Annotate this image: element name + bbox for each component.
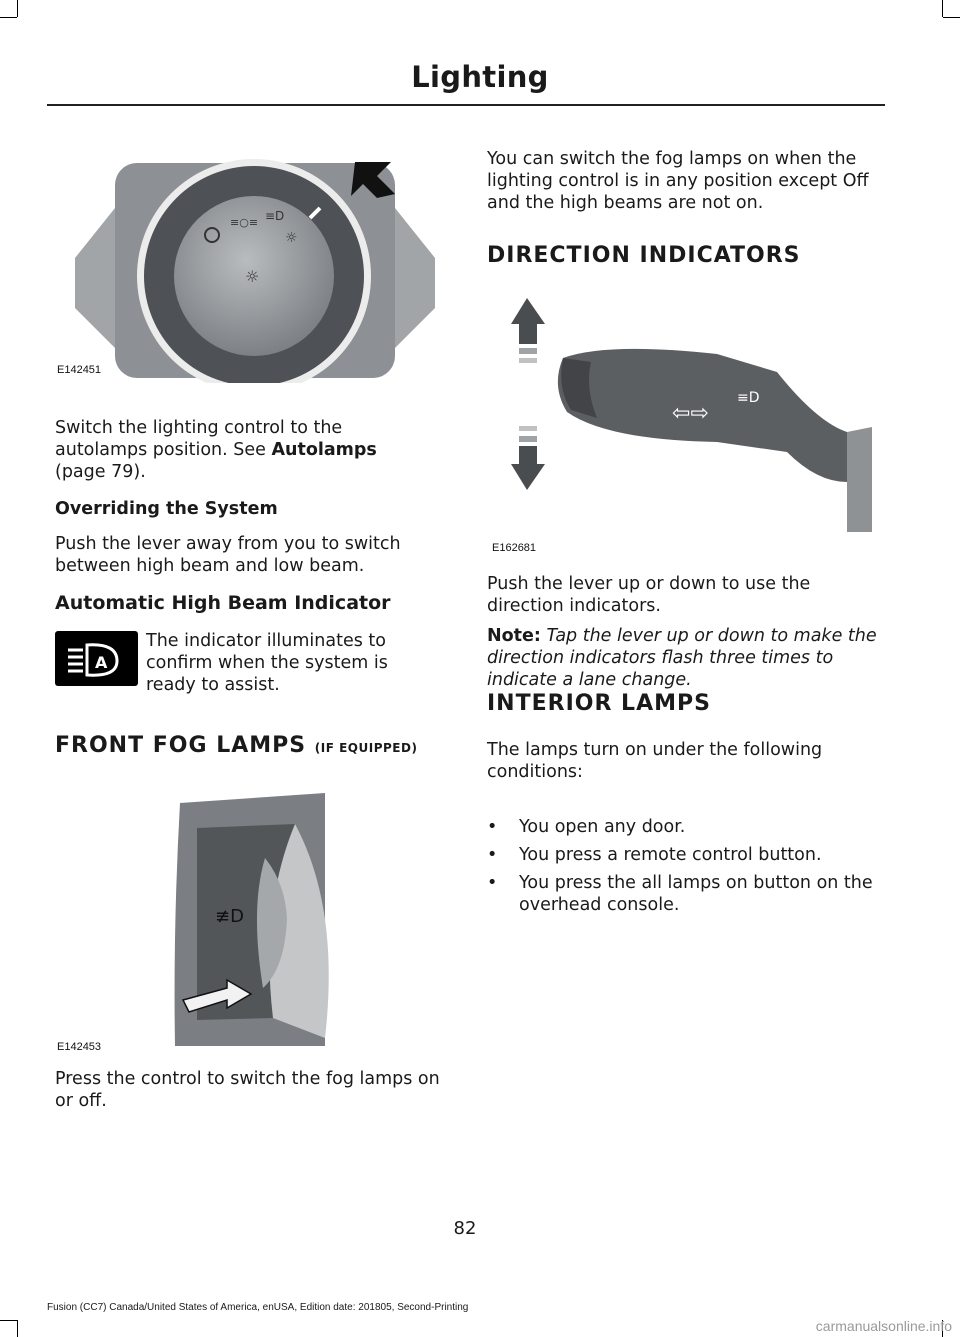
page-title: Lighting [411, 60, 549, 94]
lighting-control-illustration [55, 148, 445, 383]
fog-figure [55, 788, 345, 1053]
svg-text:≡○≡: ≡○≡ [230, 216, 259, 229]
svg-text:≡D: ≡D [265, 209, 285, 223]
direction-figure [487, 292, 882, 557]
heading-interior-lamps: INTERIOR LAMPS [487, 691, 711, 716]
page-number: 82 [453, 1218, 477, 1239]
autolamps-paragraph: Switch the lighting control to the autolamps position. See Autolamps (page 79). [55, 418, 377, 482]
figure-code: E142451 [57, 364, 102, 376]
figure-code: E142453 [57, 1041, 102, 1053]
crop-mark-top-right-v [942, 0, 943, 17]
autolamps-link[interactable]: Autolamps [271, 440, 377, 460]
autolamps-figure [55, 148, 445, 383]
direction-paragraph: Push the lever up or down to use the direction indicators. [487, 574, 811, 616]
watermark: carmanualsonline.info [815, 1318, 952, 1334]
crop-mark-top-right [943, 17, 960, 18]
crop-mark-top-left-v [17, 0, 18, 17]
heading-front-fog-lamps: FRONT FOG LAMPS (IF EQUIPPED) [55, 733, 418, 758]
subheading-overriding: Overriding the System [55, 499, 278, 519]
list-item: • You press a remote control button. [487, 845, 822, 865]
high-beam-indicator-icon [55, 631, 138, 686]
crop-mark-bottom-left-v [17, 1320, 18, 1337]
turn-signal-lever-illustration [487, 292, 882, 557]
crop-mark-bottom-left [0, 1320, 17, 1321]
list-item: • You press the all lamps on button on the overhead console. [487, 873, 873, 915]
heading-direction-indicators: DIRECTION INDICATORS [487, 243, 801, 268]
override-paragraph: Push the lever away from you to switch between high beam and low beam. [55, 534, 401, 576]
note-paragraph: Note: Tap the lever up or down to make the direction indicators flash three times to indicate a lane change. [487, 626, 877, 690]
edition-info: Fusion (CC7) Canada/United States of America, enUSA, Edition date: 201805, Second-Printing [47, 1302, 469, 1313]
heading-indicator: Automatic High Beam Indicator [55, 592, 391, 614]
crop-mark-top-left [0, 17, 17, 18]
fog-control-illustration [55, 788, 345, 1053]
header-divider [47, 104, 885, 106]
indicator-paragraph: The indicator illuminates to confirm when the system is ready to assist. [146, 631, 388, 695]
list-item: • You open any door. [487, 817, 686, 837]
fog-paragraph: Press the control to switch the fog lamps on or off. [55, 1069, 440, 1111]
svg-text:≡D: ≡D [737, 390, 760, 406]
svg-text:⇦⇨: ⇦⇨ [672, 401, 709, 426]
figure-code: E162681 [492, 542, 537, 554]
fog-condition-paragraph: You can switch the fog lamps on when the lighting control is in any position except Off and the high beams are not on. [487, 149, 869, 213]
svg-text:☼: ☼ [245, 267, 260, 286]
svg-text:≢D: ≢D [215, 906, 244, 927]
svg-text:A: A [95, 653, 108, 672]
svg-text:☼: ☼ [285, 230, 298, 246]
interior-paragraph: The lamps turn on under the following conditions: [487, 740, 823, 782]
